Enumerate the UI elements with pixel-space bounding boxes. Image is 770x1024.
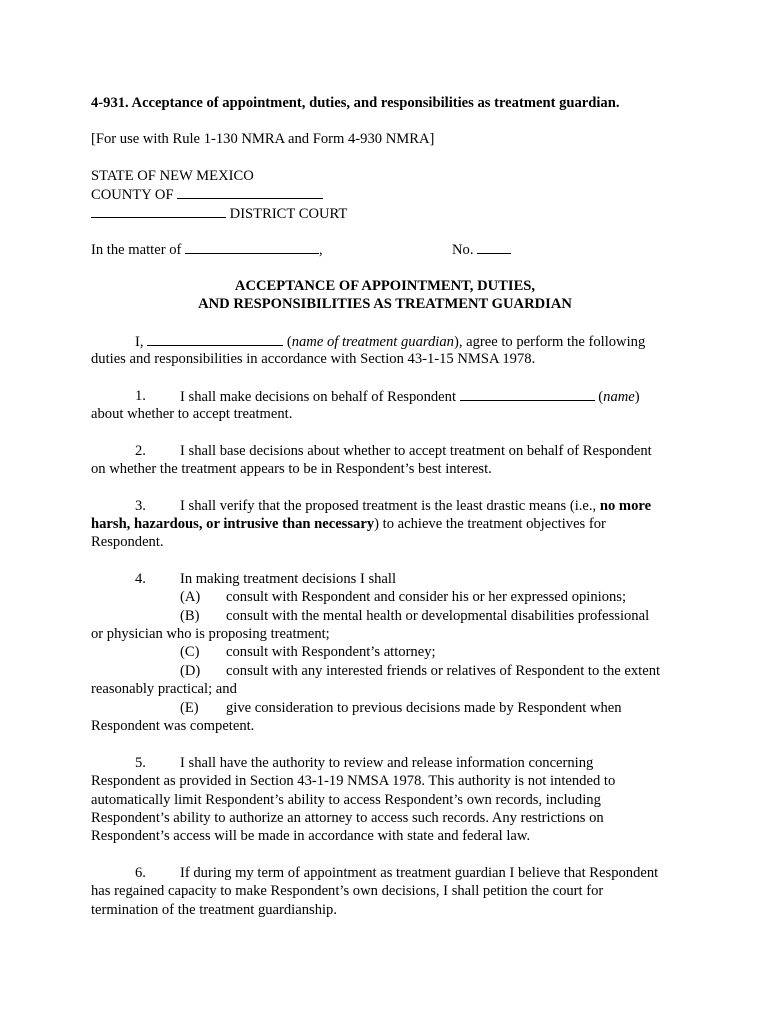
item5-line3: automatically limit Respondent’s ability to access Respondent’s own records, including bbox=[91, 792, 601, 808]
court-label: DISTRICT COURT bbox=[229, 206, 348, 222]
county-blank[interactable] bbox=[177, 185, 323, 199]
county-label: COUNTY OF bbox=[91, 187, 174, 203]
respondent-name-blank[interactable] bbox=[460, 387, 595, 401]
item5-line4: Respondent’s ability to authorize an attorney to access such records. Any restrictions on bbox=[91, 810, 604, 826]
item3-bold-phrase: harsh, hazardous, or intrusive than necessary bbox=[91, 516, 375, 532]
caption-state: STATE OF NEW MEXICO bbox=[91, 168, 254, 184]
item3-line2-rest: ) to achieve the treatment objectives for bbox=[374, 516, 606, 532]
usage-note: [For use with Rule 1-130 NMRA and Form 4-930 NMRA] bbox=[91, 131, 435, 147]
item2-num: 2. bbox=[135, 443, 146, 459]
item3-num: 3. bbox=[135, 498, 146, 514]
case-number bbox=[452, 240, 511, 259]
guardian-name-hint: name of treatment guardian bbox=[291, 334, 454, 350]
item4-d-text: consult with any interested friends or relatives of Respondent to the extent bbox=[226, 663, 661, 679]
item4-c-label: (C) bbox=[180, 644, 200, 660]
form-title-line1: ACCEPTANCE OF APPOINTMENT, DUTIES, bbox=[234, 278, 536, 294]
number-label: No. bbox=[452, 242, 474, 258]
item4-b-text: consult with the mental health or developmental disabilities professional bbox=[226, 608, 650, 624]
item4-e-label: (E) bbox=[180, 700, 199, 716]
item5-line5: Respondent’s access will be made in accordance with state and federal law. bbox=[91, 828, 531, 844]
item4-num: 4. bbox=[135, 571, 146, 587]
item3-bold-start: no more bbox=[599, 498, 652, 514]
item3-line2 bbox=[91, 515, 606, 533]
item4-a-label: (A) bbox=[180, 589, 201, 605]
respondent-name-hint: name bbox=[603, 389, 635, 405]
item4-e-text: give consideration to previous decisions made by Respondent when bbox=[226, 700, 622, 716]
caption-court bbox=[91, 204, 347, 223]
item4-c-text: consult with Respondent’s attorney; bbox=[226, 644, 436, 660]
number-blank[interactable] bbox=[477, 240, 511, 254]
matter-blank[interactable] bbox=[185, 240, 319, 254]
item6-line1: If during my term of appointment as treatment guardian I believe that Respondent bbox=[180, 865, 659, 881]
item2-line2: on whether the treatment appears to be in Respondent’s best interest. bbox=[91, 461, 492, 477]
court-blank[interactable] bbox=[91, 204, 226, 218]
item2-line1: I shall base decisions about whether to accept treatment on behalf of Respondent bbox=[180, 443, 652, 459]
item4-b-cont: or physician who is proposing treatment; bbox=[91, 626, 330, 642]
matter-line bbox=[91, 240, 323, 259]
item4-intro: In making treatment decisions I shall bbox=[180, 571, 397, 587]
item5-num: 5. bbox=[135, 755, 146, 771]
item3-line1 bbox=[180, 497, 651, 515]
intro-line2: duties and responsibilities in accordance with Section 43-1-15 NMSA 1978. bbox=[91, 351, 536, 367]
item4-d-label: (D) bbox=[180, 663, 201, 679]
matter-label: In the matter of bbox=[91, 242, 182, 258]
item4-b-label: (B) bbox=[180, 608, 200, 624]
form-heading: 4-931. Acceptance of appointment, duties, and responsibilities as treatment guardian. bbox=[91, 95, 620, 111]
item3-text: I shall verify that the proposed treatment is the least drastic means (i.e., bbox=[180, 498, 597, 514]
item1-line1: I shall make decisions on behalf of Respondent (name) bbox=[180, 389, 640, 405]
intro-prefix: I, bbox=[135, 334, 144, 350]
item4-a-text: consult with Respondent and consider his or her expressed opinions; bbox=[226, 589, 627, 605]
intro-line1: I, (name of treatment guardian), agree to perform the following bbox=[135, 334, 646, 350]
item4-d-cont: reasonably practical; and bbox=[91, 681, 237, 697]
matter-comma: , bbox=[319, 242, 323, 258]
item6-num: 6. bbox=[135, 865, 146, 881]
item1-num: 1. bbox=[135, 388, 146, 404]
intro-suffix: ), agree to perform the following bbox=[453, 334, 646, 350]
guardian-name-blank[interactable] bbox=[147, 332, 283, 346]
item1-text: I shall make decisions on behalf of Respondent bbox=[180, 389, 456, 405]
item1-line2: about whether to accept treatment. bbox=[91, 406, 293, 422]
item5-line2: Respondent as provided in Section 43-1-19 NMSA 1978. This authority is not intended to bbox=[91, 773, 616, 789]
form-title-line2: AND RESPONSIBILITIES AS TREATMENT GUARDIAN bbox=[198, 296, 572, 312]
item6-line3: termination of the treatment guardianship. bbox=[91, 902, 337, 918]
item3-line3: Respondent. bbox=[91, 534, 164, 550]
item6-line2: has regained capacity to make Respondent’s own decisions, I shall petition the court for bbox=[91, 883, 604, 899]
caption-county bbox=[91, 185, 323, 204]
item4-e-cont: Respondent was competent. bbox=[91, 718, 255, 734]
item5-line1: I shall have the authority to review and release information concerning bbox=[180, 755, 594, 771]
